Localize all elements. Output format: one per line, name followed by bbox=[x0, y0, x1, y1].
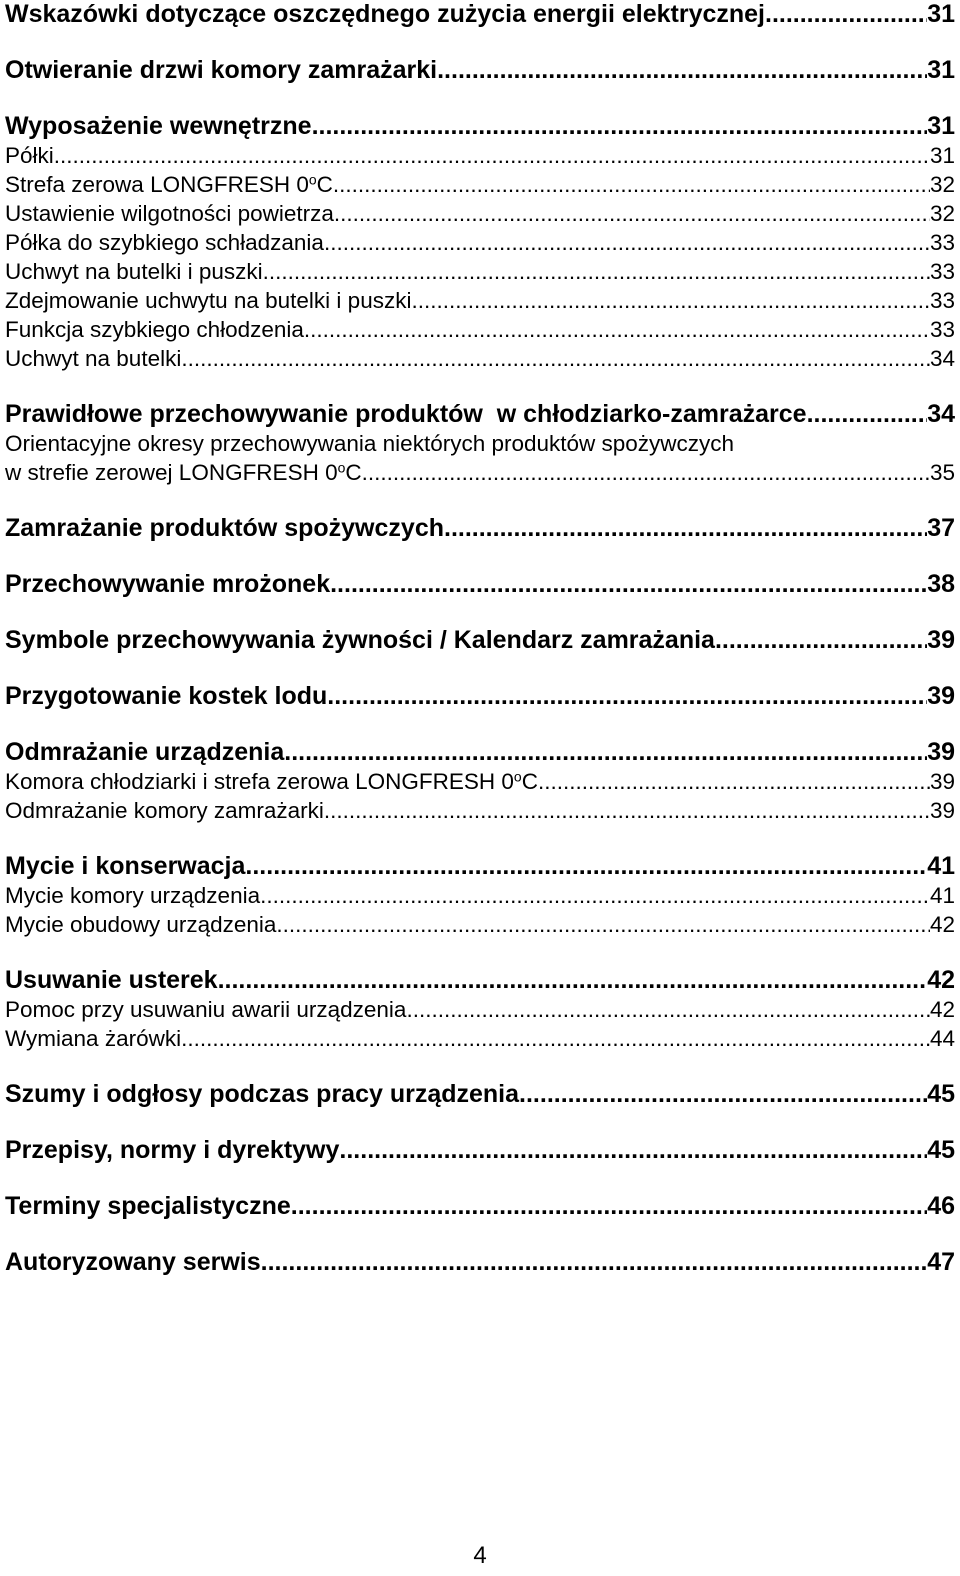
degree-superscript: o bbox=[308, 171, 317, 188]
toc-entry-page: 45 bbox=[927, 1080, 955, 1108]
toc-entry-title: Funkcja szybkiego chłodzenia bbox=[5, 317, 304, 342]
toc-entry-page: 45 bbox=[927, 1136, 955, 1164]
toc-entry[interactable] bbox=[5, 682, 955, 711]
toc-leader-dots bbox=[291, 1192, 927, 1221]
toc-entry[interactable] bbox=[5, 400, 955, 429]
toc-entry[interactable] bbox=[5, 767, 955, 796]
toc-leader-dots bbox=[538, 767, 930, 796]
toc-entry-title: Usuwanie usterek bbox=[5, 966, 218, 994]
toc-entry-page: 39 bbox=[927, 738, 955, 766]
degree-superscript: o bbox=[337, 459, 346, 476]
toc-leader-dots bbox=[437, 56, 927, 85]
toc-leader-dots bbox=[218, 966, 928, 995]
toc-entry[interactable] bbox=[5, 796, 955, 825]
toc-entry[interactable] bbox=[5, 1192, 955, 1221]
toc-leader-dots bbox=[245, 852, 927, 881]
toc-leader-dots bbox=[54, 141, 930, 170]
toc-entry-title: Wskazówki dotyczące oszczędnego zużycia energii elektrycznej bbox=[5, 0, 765, 28]
toc-entry-title bbox=[5, 458, 362, 487]
toc-entry-title: Przygotowanie kostek lodu bbox=[5, 682, 328, 710]
toc-entry[interactable] bbox=[5, 852, 955, 881]
toc-entry-title: Pomoc przy usuwaniu awarii urządzenia bbox=[5, 997, 407, 1022]
toc-entry-page: 42 bbox=[929, 912, 955, 937]
toc-entry[interactable] bbox=[5, 199, 955, 228]
toc-entry-title bbox=[5, 767, 538, 796]
toc-entry-title: Wyposażenie wewnętrzne bbox=[5, 112, 312, 140]
toc-leader-dots bbox=[807, 400, 928, 429]
toc-entry-page: 37 bbox=[927, 514, 955, 542]
toc-entry[interactable] bbox=[5, 56, 955, 85]
toc-leader-dots bbox=[362, 458, 930, 487]
toc-entry-title-text: Komora chłodziarki i strefa zerowa LONGFRESH 0 bbox=[5, 769, 514, 794]
toc-entry-page: 39 bbox=[929, 798, 955, 823]
toc-entry-title: Mycie i konserwacja bbox=[5, 852, 246, 880]
toc-entry-multiline[interactable] bbox=[5, 429, 955, 487]
toc-entry-page: 31 bbox=[929, 143, 955, 168]
toc-leader-dots bbox=[715, 626, 927, 655]
toc-entry[interactable] bbox=[5, 995, 955, 1024]
toc-entry-title-text: w strefie zerowej LONGFRESH 0 bbox=[5, 460, 338, 485]
toc-leader-dots bbox=[327, 682, 927, 711]
page-number: 4 bbox=[473, 1542, 487, 1569]
table-of-contents bbox=[5, 0, 955, 1277]
toc-entry[interactable] bbox=[5, 1080, 955, 1109]
toc-entry-title: Zdejmowanie uchwytu na butelki i puszki bbox=[5, 288, 412, 313]
toc-entry-title bbox=[5, 170, 333, 199]
toc-leader-dots bbox=[181, 344, 930, 373]
toc-entry[interactable] bbox=[5, 1024, 955, 1053]
toc-entry-page: 33 bbox=[929, 317, 955, 342]
toc-leader-dots bbox=[260, 881, 930, 910]
toc-entry[interactable] bbox=[5, 570, 955, 599]
toc-entry-page: 31 bbox=[927, 0, 955, 28]
toc-entry[interactable] bbox=[5, 626, 955, 655]
toc-entry[interactable] bbox=[5, 170, 955, 199]
toc-entry[interactable] bbox=[5, 738, 955, 767]
toc-leader-dots bbox=[339, 1136, 927, 1165]
toc-entry[interactable] bbox=[5, 257, 955, 286]
toc-entry-page: 39 bbox=[929, 769, 955, 794]
toc-entry-page: 31 bbox=[927, 56, 955, 84]
toc-leader-dots bbox=[411, 286, 930, 315]
toc-entry-page: 41 bbox=[927, 852, 955, 880]
toc-entry-title: Mycie komory urządzenia bbox=[5, 883, 261, 908]
toc-entry-title: Otwieranie drzwi komory zamrażarki bbox=[5, 56, 438, 84]
toc-leader-dots bbox=[519, 1080, 927, 1109]
toc-entry-title-unit: C bbox=[345, 460, 362, 485]
toc-entry-title: Odmrażanie komory zamrażarki bbox=[5, 798, 324, 823]
degree-superscript: o bbox=[513, 768, 522, 785]
toc-entry bbox=[5, 458, 955, 487]
toc-entry-page: 47 bbox=[927, 1248, 955, 1276]
toc-leader-dots bbox=[406, 995, 930, 1024]
toc-entry-page: 35 bbox=[929, 460, 955, 485]
toc-entry-title: Odmrażanie urządzenia bbox=[5, 738, 285, 766]
toc-entry[interactable] bbox=[5, 112, 955, 141]
toc-entry-page: 42 bbox=[927, 966, 955, 994]
toc-entry-title-unit: C bbox=[316, 172, 333, 197]
toc-entry-title: Wymiana żarówki bbox=[5, 1026, 182, 1051]
toc-entry-page: 38 bbox=[927, 570, 955, 598]
toc-entry-title: Terminy specjalistyczne bbox=[5, 1192, 291, 1220]
toc-entry-title: Uchwyt na butelki bbox=[5, 346, 182, 371]
toc-entry[interactable] bbox=[5, 966, 955, 995]
toc-entry[interactable] bbox=[5, 0, 955, 29]
toc-leader-dots bbox=[304, 315, 930, 344]
toc-entry-title: Uchwyt na butelki i puszki bbox=[5, 259, 263, 284]
toc-leader-dots bbox=[324, 228, 930, 257]
toc-entry-title-text: Strefa zerowa LONGFRESH 0 bbox=[5, 172, 309, 197]
toc-entry-page: 31 bbox=[927, 112, 955, 140]
toc-entry-title-unit: C bbox=[521, 769, 538, 794]
toc-leader-dots bbox=[444, 514, 927, 543]
toc-entry-page: 42 bbox=[929, 997, 955, 1022]
toc-leader-dots bbox=[334, 199, 930, 228]
toc-entry-title: Ustawienie wilgotności powietrza bbox=[5, 201, 334, 226]
toc-entry-page: 34 bbox=[929, 346, 955, 371]
toc-entry-title: Półka do szybkiego schładzania bbox=[5, 230, 324, 255]
toc-entry-page: 46 bbox=[927, 1192, 955, 1220]
toc-leader-dots bbox=[276, 910, 930, 939]
toc-entry-title: Prawidłowe przechowywanie produktów w chłodziarko-zamrażarce bbox=[5, 400, 807, 428]
toc-entry[interactable] bbox=[5, 315, 955, 344]
toc-leader-dots bbox=[181, 1024, 930, 1053]
toc-entry-page: 34 bbox=[927, 400, 955, 428]
toc-leader-dots bbox=[261, 1248, 928, 1277]
toc-entry-page: 44 bbox=[929, 1026, 955, 1051]
toc-leader-dots bbox=[284, 738, 927, 767]
toc-entry-page: 33 bbox=[929, 288, 955, 313]
toc-entry[interactable] bbox=[5, 514, 955, 543]
toc-entry-title: Mycie obudowy urządzenia bbox=[5, 912, 277, 937]
toc-entry-title: Symbole przechowywania żywności / Kalendarz zamrażania bbox=[5, 626, 715, 654]
toc-entry-title-line1: Orientacyjne okresy przechowywania niektórych produktów spożywczych bbox=[5, 431, 735, 456]
toc-entry[interactable] bbox=[5, 286, 955, 315]
toc-entry[interactable] bbox=[5, 141, 955, 170]
toc-leader-dots bbox=[263, 257, 930, 286]
toc-entry-title: Autoryzowany serwis bbox=[5, 1248, 261, 1276]
toc-entry[interactable] bbox=[5, 228, 955, 257]
toc-leader-dots bbox=[330, 570, 927, 599]
toc-entry-page: 32 bbox=[929, 201, 955, 226]
toc-entry[interactable] bbox=[5, 344, 955, 373]
toc-entry-title: Przepisy, normy i dyrektywy bbox=[5, 1136, 340, 1164]
toc-leader-dots bbox=[324, 796, 930, 825]
toc-entry-page: 32 bbox=[929, 172, 955, 197]
toc-entry-title: Półki bbox=[5, 143, 54, 168]
toc-leader-dots bbox=[333, 170, 930, 199]
toc-entry-page: 39 bbox=[927, 626, 955, 654]
toc-entry-title: Przechowywanie mrożonek bbox=[5, 570, 331, 598]
toc-entry-title: Zamrażanie produktów spożywczych bbox=[5, 514, 444, 542]
toc-entry-page: 41 bbox=[929, 883, 955, 908]
toc-leader-dots bbox=[765, 0, 927, 29]
toc-entry[interactable] bbox=[5, 881, 955, 910]
toc-entry-page: 39 bbox=[927, 682, 955, 710]
toc-entry-page: 33 bbox=[929, 259, 955, 284]
toc-entry[interactable] bbox=[5, 910, 955, 939]
toc-entry-page: 33 bbox=[929, 230, 955, 255]
toc-entry-title: Szumy i odgłosy podczas pracy urządzenia bbox=[5, 1080, 520, 1108]
toc-leader-dots bbox=[312, 112, 928, 141]
toc-entry[interactable] bbox=[5, 1136, 955, 1165]
toc-entry[interactable] bbox=[5, 1248, 955, 1277]
